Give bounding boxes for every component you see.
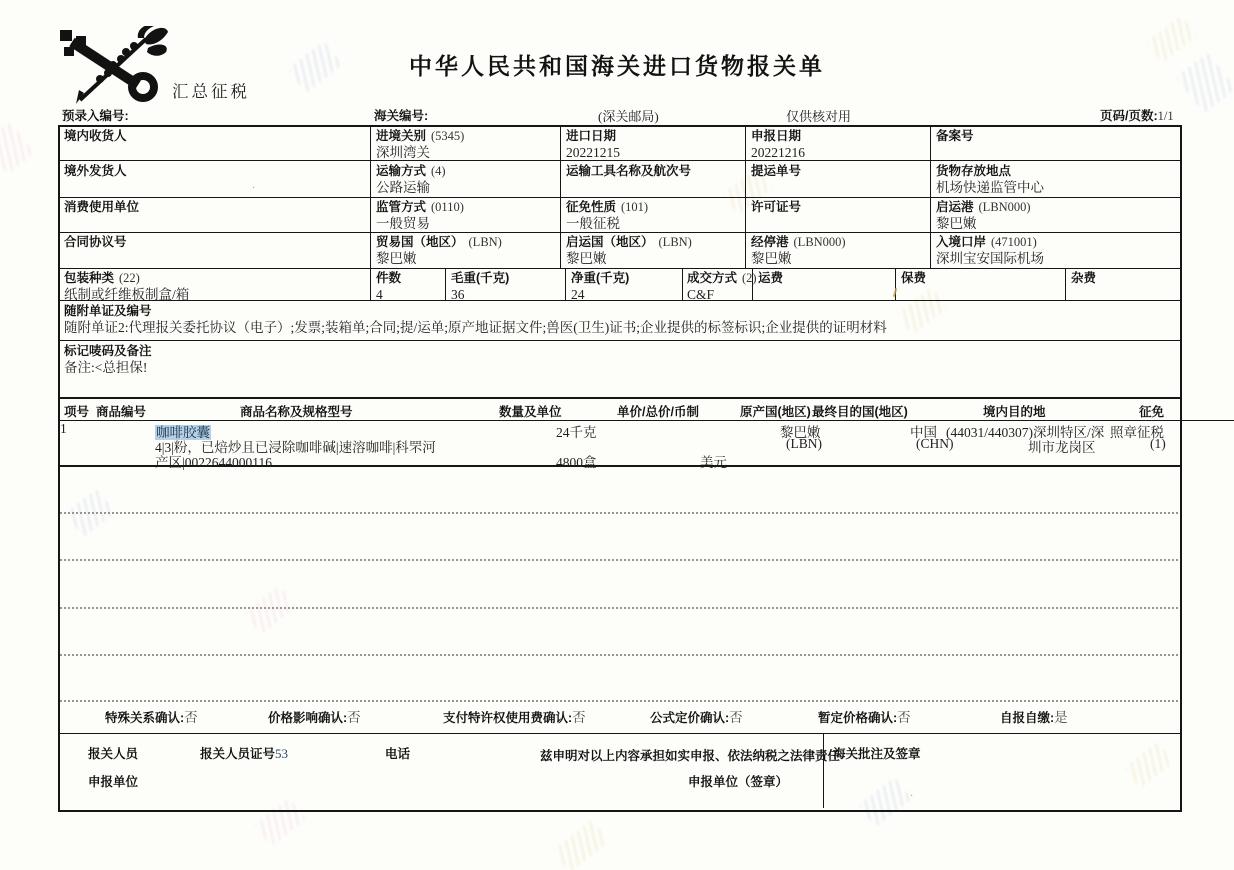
confirm-value: 否	[347, 710, 361, 725]
divider	[930, 125, 931, 268]
goods-item-qty-weight: 24千克	[556, 425, 597, 440]
goods-item-domestic-dest-line2: 圳市龙岗区	[1028, 440, 1096, 455]
field-value: 机场快递监管中心	[936, 180, 1044, 195]
field-label: 申报日期	[751, 129, 802, 143]
confirm-label: 特殊关系确认:	[105, 711, 185, 725]
field-label: 运输工具名称及航次号	[566, 164, 692, 178]
field-entry-customs	[376, 128, 464, 161]
divider	[58, 232, 1180, 233]
confirm-special-relation	[105, 706, 198, 727]
field-net-weight	[571, 270, 629, 303]
field-label: 境外发货人	[64, 164, 127, 178]
field-label: 件数	[376, 271, 402, 285]
scan-artifact: ·	[910, 790, 914, 801]
field-accompanying-docs	[64, 303, 1172, 336]
field-departure-country	[566, 234, 692, 267]
check-only-note: 仅供核对用	[786, 109, 852, 124]
goods-item-levy-code: (1)	[1150, 436, 1166, 451]
confirm-self-declare	[1000, 706, 1068, 727]
confirm-label: 暂定价格确认:	[818, 711, 898, 725]
field-code: (4)	[431, 164, 446, 178]
field-misc-fee	[1071, 270, 1096, 287]
field-transport-mode	[376, 163, 446, 196]
field-label: 毛重(千克)	[451, 271, 510, 285]
field-value: 黎巴嫩	[751, 251, 792, 266]
field-label: 贸易国（地区）	[376, 235, 464, 249]
confirm-label: 价格影响确认:	[268, 711, 348, 725]
field-departure-port	[936, 199, 1031, 232]
page-title: 中华人民共和国海关进口货物报关单	[409, 53, 825, 79]
field-label: 监管方式	[376, 200, 427, 214]
field-value: C&F	[687, 287, 715, 302]
divider	[823, 733, 824, 808]
scan-artifact: ·	[252, 182, 256, 193]
field-label: 进境关别	[376, 129, 427, 143]
field-value: 20221216	[751, 145, 805, 160]
dotted-divider	[60, 700, 1178, 702]
goods-header-levy-exempt: 征免	[1139, 405, 1165, 419]
goods-header-domestic-dest: 境内目的地	[983, 405, 1046, 419]
divider	[560, 125, 561, 268]
field-code: (101)	[621, 200, 649, 214]
goods-item-qty-units: 4800盒	[556, 455, 597, 470]
field-code: (471001)	[991, 235, 1037, 249]
field-label: 境内收货人	[64, 129, 127, 143]
confirm-value: 否	[184, 710, 198, 725]
field-code: (2)	[742, 271, 757, 285]
field-entry-port	[936, 234, 1044, 267]
field-code: (22)	[119, 271, 140, 285]
field-value: 备注:<总担保!	[64, 360, 148, 375]
field-value: 随附单证2:代理报关委托协议（电子）;发票;装箱单;合同;提/运单;原产地证据文件;兽医(卫生)证书;企业提供的标签标识;企业提供的证明材料	[64, 320, 887, 335]
goods-header-qty-unit: 数量及单位	[499, 405, 562, 419]
divider	[58, 197, 1180, 198]
goods-header-name-spec: 商品名称及规格型号	[240, 405, 353, 419]
confirm-value: 是	[1054, 710, 1068, 725]
field-label: 备案号	[936, 129, 974, 143]
field-pieces	[376, 270, 401, 303]
goods-item-dest-code: (CHN)	[916, 436, 954, 451]
field-value: 深圳湾关	[376, 145, 430, 160]
page-number-caption: 页码/页数:	[1100, 109, 1158, 123]
field-transport-name	[566, 163, 691, 180]
field-label: 随附单证及编号	[64, 304, 152, 318]
declaration-statement: 兹申明对以上内容承担如实申报、依法纳税之法律责任	[540, 749, 841, 763]
pre-entry-no-label: 预录入编号:	[62, 109, 129, 123]
field-transit-port	[751, 234, 846, 267]
field-overseas-shipper	[64, 163, 127, 180]
field-value: 4	[376, 287, 383, 302]
goods-item-levy: 照章征税	[1110, 425, 1164, 440]
field-value: 黎巴嫩	[566, 251, 607, 266]
field-insurance	[901, 270, 926, 287]
goods-header-origin-country: 原产国(地区)	[740, 405, 811, 419]
field-value: 一般贸易	[376, 216, 430, 231]
goods-item-spec-line2: 产区|0022644000116	[155, 455, 272, 470]
field-label: 许可证号	[751, 200, 802, 214]
field-record-no	[936, 128, 974, 145]
field-value: 一般征税	[566, 216, 620, 231]
goods-header-price-currency: 单价/总价/币制	[617, 405, 699, 419]
divider	[445, 268, 446, 300]
field-declare-date	[751, 128, 805, 161]
field-trade-country	[376, 234, 502, 267]
phone-label: 电话	[385, 747, 411, 761]
goods-header-item-no: 项号	[64, 405, 90, 419]
field-code: (LBN)	[468, 235, 502, 249]
field-import-date	[566, 128, 620, 161]
field-label: 标记唛码及备注	[64, 344, 152, 358]
field-gross-weight	[451, 270, 509, 303]
field-label: 消费使用单位	[64, 200, 140, 214]
dotted-divider	[60, 654, 1178, 656]
field-label: 杂费	[1071, 271, 1097, 285]
confirm-formula-pricing	[650, 706, 743, 727]
watermark-smudge	[553, 820, 610, 870]
field-label: 启运港	[936, 200, 974, 214]
field-value: 24	[571, 287, 585, 302]
declarant-id	[200, 744, 288, 762]
field-supervision-mode	[376, 199, 464, 232]
dotted-divider	[60, 559, 1178, 561]
goods-header-commodity-code: 商品编号	[96, 405, 147, 419]
field-label: 净重(千克)	[571, 271, 630, 285]
divider	[58, 340, 1180, 341]
field-value: 纸制或纤维板制盒/箱	[64, 287, 190, 302]
field-license-no	[751, 199, 801, 216]
divider	[682, 268, 683, 300]
goods-item-domestic-dest-line1: (44031/440307)深圳特区/深	[946, 425, 1105, 440]
field-code: (0110)	[431, 200, 464, 214]
field-label: 入境口岸	[936, 235, 987, 249]
declarant-id-label: 报关人员证号	[200, 747, 276, 761]
divider	[745, 125, 746, 268]
field-consignee	[64, 128, 127, 145]
declare-unit-label: 申报单位	[88, 775, 139, 789]
goods-item-dest: 中国	[910, 425, 937, 440]
field-label: 保费	[901, 271, 927, 285]
divider	[1065, 268, 1066, 300]
confirm-value: 否	[572, 710, 586, 725]
field-label: 进口日期	[566, 129, 617, 143]
field-label: 运费	[758, 271, 784, 285]
goods-item-currency: 美元	[700, 455, 727, 470]
field-label: 合同协议号	[64, 235, 127, 249]
field-label: 启运国（地区）	[566, 235, 654, 249]
field-label: 成交方式	[687, 271, 738, 285]
tax-mode-label: 汇总征税	[172, 82, 250, 101]
confirm-value: 否	[897, 710, 911, 725]
confirm-label: 公式定价确认:	[650, 711, 730, 725]
page-number-label	[1100, 106, 1174, 124]
field-code: (LBN)	[658, 235, 692, 249]
field-code: (5345)	[431, 129, 465, 143]
declare-unit-sign-label: 申报单位（签章）	[688, 775, 789, 789]
goods-item-origin: 黎巴嫩	[780, 425, 821, 440]
dotted-divider	[60, 607, 1178, 609]
field-levy-nature	[566, 199, 648, 232]
goods-header-final-dest-country: 最终目的国(地区)	[812, 405, 908, 419]
divider	[370, 125, 371, 300]
field-freight	[758, 270, 783, 287]
field-marks-remarks	[64, 343, 1172, 376]
field-value: 36	[451, 287, 465, 302]
goods-item-name-text: 咖啡胶囊	[156, 425, 210, 440]
goods-item-origin-code: (LBN)	[786, 436, 822, 451]
divider	[58, 397, 1180, 399]
field-label: 征免性质	[566, 200, 617, 214]
confirm-price-influence	[268, 706, 361, 727]
field-label: 货物存放地点	[936, 164, 1012, 178]
field-packing	[64, 270, 189, 303]
field-value: 20221215	[566, 145, 620, 160]
field-code: (LBN000)	[978, 200, 1031, 214]
field-label: 运输方式	[376, 164, 427, 178]
field-label: 包装种类	[64, 271, 115, 285]
field-value: 黎巴嫩	[936, 216, 977, 231]
field-label: 经停港	[751, 235, 789, 249]
customs-note-label: 海关批注及签章	[833, 747, 921, 761]
watermark-smudge	[0, 122, 35, 174]
divider	[58, 268, 1180, 269]
field-transaction-mode	[687, 270, 757, 303]
field-bill-no	[751, 163, 801, 180]
confirm-value: 否	[729, 710, 743, 725]
customs-no-label: 海关编号:	[374, 109, 429, 123]
page-number-value: 1/1	[1157, 109, 1174, 123]
confirm-label: 支付特许权使用费确认:	[443, 711, 573, 725]
divider	[58, 733, 1180, 734]
goods-item-no: 1	[60, 421, 67, 436]
confirm-royalty-payment	[443, 706, 586, 727]
field-value: 深圳宝安国际机场	[936, 251, 1044, 266]
declarant-label: 报关人员	[88, 747, 139, 761]
confirm-provisional-price	[818, 706, 911, 727]
field-label: 提运单号	[751, 164, 802, 178]
field-value: 公路运输	[376, 180, 430, 195]
confirm-label: 自报自缴:	[1000, 711, 1055, 725]
customs-office: (深关邮局)	[598, 109, 659, 124]
field-code: (LBN000)	[793, 235, 846, 249]
declarant-id-value: 53	[275, 746, 289, 761]
field-storage-place	[936, 163, 1044, 196]
divider	[565, 268, 566, 300]
field-value: 黎巴嫩	[376, 251, 417, 266]
field-contract-no	[64, 234, 127, 251]
dotted-divider	[60, 512, 1178, 514]
goods-item-spec-line1: 4|3|粉，已焙炒且已浸除咖啡碱|速溶咖啡|科罘河	[155, 440, 436, 455]
field-consumer-unit	[64, 199, 139, 216]
